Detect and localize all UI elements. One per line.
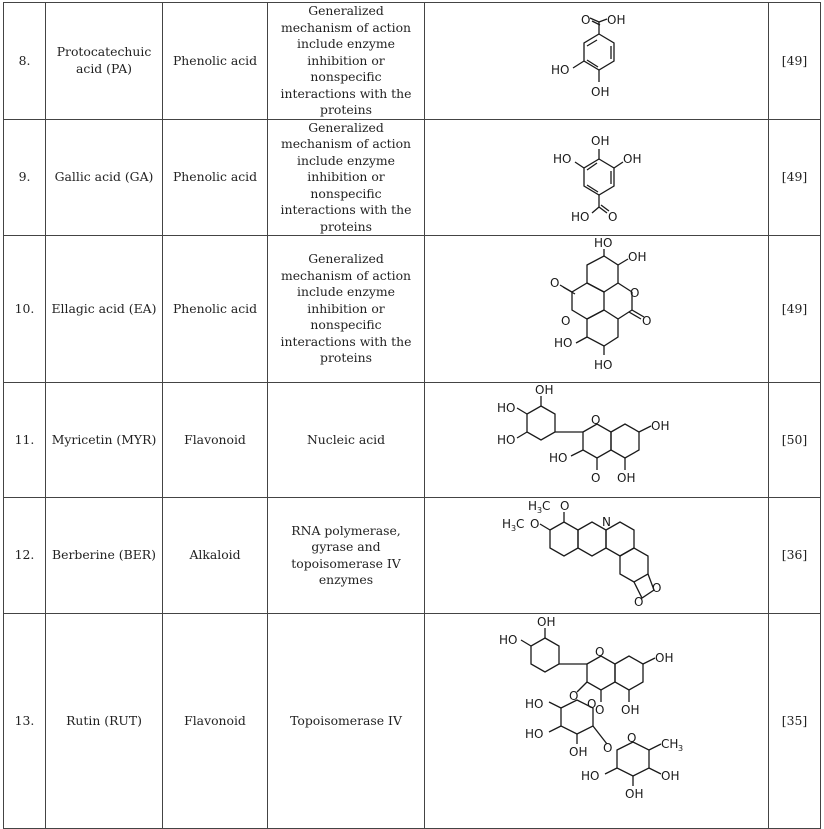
- svg-text:HO: HO: [552, 152, 571, 167]
- chemical-structure-cell: [425, 3, 769, 120]
- svg-text:O: O: [651, 580, 661, 595]
- svg-text:O: O: [560, 314, 570, 328]
- reference: [35]: [769, 614, 821, 829]
- svg-text:HO: HO: [548, 451, 567, 465]
- compound-name: Protocatechuic acid (PA): [46, 3, 163, 120]
- svg-text:OH: OH: [590, 134, 609, 149]
- svg-text:O: O: [529, 516, 539, 531]
- svg-text:3: 3: [510, 523, 516, 533]
- svg-text:O: O: [590, 413, 600, 427]
- compound-class: Alkaloid: [163, 498, 268, 614]
- chemical-structure-cell: [425, 236, 769, 383]
- compounds-table: [3, 2, 821, 829]
- molecular-target: Generalized mechanism of action include enzyme inhibition or nonspecific interactions with the proteins: [268, 3, 425, 120]
- molecular-target: Generalized mechanism of action include enzyme inhibition or nonspecific interactions with the proteins: [268, 236, 425, 383]
- row-number: 9.: [4, 119, 46, 236]
- svg-text:O: O: [590, 471, 600, 485]
- svg-text:3: 3: [677, 744, 683, 753]
- molecular-target: Topoisomerase IV: [268, 614, 425, 829]
- molecular-target: Generalized mechanism of action include enzyme inhibition or nonspecific interactions with the proteins: [268, 119, 425, 236]
- chemical-structure-cell: [425, 614, 769, 829]
- svg-text:HO: HO: [580, 769, 599, 783]
- rutin-structure-icon: [497, 616, 697, 826]
- svg-text:O: O: [559, 499, 569, 513]
- gallic-acid-structure-icon: [537, 131, 657, 223]
- reference: [49]: [769, 236, 821, 383]
- compound-class: Phenolic acid: [163, 119, 268, 236]
- svg-text:H: H: [527, 499, 537, 513]
- svg-text:HO: HO: [524, 697, 543, 711]
- svg-text:CH: CH: [660, 737, 678, 751]
- svg-text:O: O: [594, 645, 604, 659]
- svg-text:OH: OH: [624, 787, 643, 801]
- ellagic-acid-structure-icon: [532, 237, 662, 381]
- compound-class: Flavonoid: [163, 383, 268, 498]
- svg-text:N: N: [601, 514, 611, 529]
- table-row: [4, 498, 821, 614]
- svg-text:3: 3: [536, 505, 542, 515]
- svg-text:O: O: [568, 689, 578, 703]
- reference: [36]: [769, 498, 821, 614]
- svg-text:OH: OH: [568, 745, 587, 759]
- chemical-structure-cell: [425, 498, 769, 614]
- myricetin-structure-icon: [497, 384, 697, 496]
- row-number: 13.: [4, 614, 46, 829]
- molecular-target: Nucleic acid: [268, 383, 425, 498]
- table-row: [4, 383, 821, 498]
- svg-text:HO: HO: [593, 358, 612, 372]
- compound-name: Rutin (RUT): [46, 614, 163, 829]
- svg-text:HO: HO: [496, 433, 515, 447]
- chemical-structure-cell: [425, 383, 769, 498]
- svg-text:O: O: [549, 276, 559, 290]
- compound-class: Phenolic acid: [163, 236, 268, 383]
- svg-text:C: C: [515, 516, 524, 531]
- table-row: [4, 119, 821, 236]
- svg-text:HO: HO: [593, 237, 612, 250]
- row-number: 10.: [4, 236, 46, 383]
- svg-text:HO: HO: [550, 62, 569, 77]
- svg-text:C: C: [541, 499, 550, 513]
- svg-text:HO: HO: [498, 633, 517, 647]
- svg-text:OH: OH: [654, 651, 673, 665]
- molecular-target: RNA polymerase, gyrase and topoisomerase IV enzymes: [268, 498, 425, 614]
- svg-text:HO: HO: [496, 401, 515, 415]
- svg-text:O: O: [586, 697, 596, 711]
- svg-text:OH: OH: [660, 769, 679, 783]
- svg-text:HO: HO: [553, 336, 572, 350]
- reference: [49]: [769, 119, 821, 236]
- svg-text:OH: OH: [627, 250, 646, 264]
- svg-text:OH: OH: [620, 703, 639, 717]
- compound-name: Berberine (BER): [46, 498, 163, 614]
- svg-text:HO: HO: [524, 727, 543, 741]
- protocatechuic-acid-structure-icon: [537, 14, 657, 108]
- svg-text:OH: OH: [534, 384, 553, 397]
- svg-text:O: O: [607, 210, 617, 224]
- svg-text:O: O: [594, 703, 604, 717]
- svg-text:O: O: [602, 741, 612, 755]
- svg-text:OH: OH: [622, 152, 641, 167]
- row-number: 12.: [4, 498, 46, 614]
- compound-name: Gallic acid (GA): [46, 119, 163, 236]
- svg-text:O: O: [626, 731, 636, 745]
- berberine-structure-icon: [502, 500, 692, 612]
- table-row: [4, 614, 821, 829]
- svg-text:OH: OH: [590, 84, 609, 99]
- compound-name: Ellagic acid (EA): [46, 236, 163, 383]
- svg-text:O: O: [641, 314, 651, 328]
- svg-text:O: O: [633, 594, 643, 609]
- compound-class: Phenolic acid: [163, 3, 268, 120]
- chemical-structure-cell: [425, 119, 769, 236]
- row-number: 11.: [4, 383, 46, 498]
- svg-text:OH: OH: [616, 471, 635, 485]
- svg-text:O: O: [629, 286, 639, 300]
- svg-text:OH: OH: [650, 419, 669, 433]
- svg-text:O: O: [580, 13, 590, 27]
- svg-text:HO: HO: [570, 210, 589, 224]
- table-row: [4, 3, 821, 120]
- compound-name: Myricetin (MYR): [46, 383, 163, 498]
- reference: [49]: [769, 3, 821, 120]
- compound-class: Flavonoid: [163, 614, 268, 829]
- row-number: 8.: [4, 3, 46, 120]
- svg-text:OH: OH: [536, 616, 555, 629]
- svg-text:H: H: [501, 516, 511, 531]
- reference: [50]: [769, 383, 821, 498]
- svg-text:OH: OH: [606, 13, 625, 27]
- table-row: [4, 236, 821, 383]
